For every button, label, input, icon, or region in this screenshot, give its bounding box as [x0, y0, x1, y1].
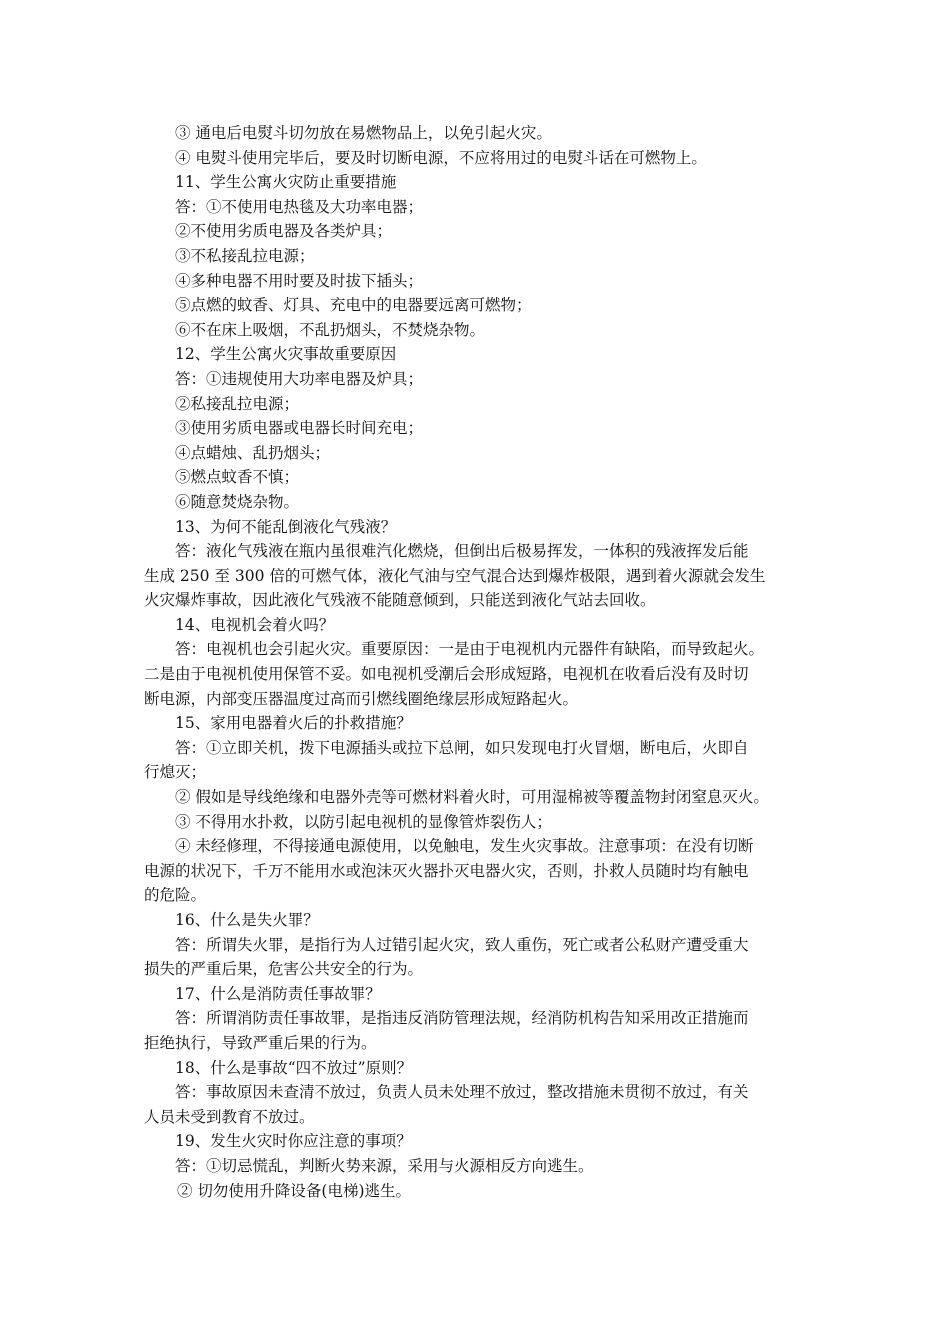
text-line: 电源的状况下，千万不能用水或泡沫灭火器扑灭电器火灾，否则，扑救人员随时均有触电	[144, 861, 749, 880]
text-line: 19、发生火灾时你应注意的事项？	[175, 1132, 412, 1151]
text-line: 断电源，内部变压器温度过高而引燃线圈绝缘层形成短路起火。	[144, 689, 579, 708]
text-line: ④ 电熨斗使用完毕后，要及时切断电源，不应将用过的电熨斗话在可燃物上。	[175, 148, 707, 167]
text-line: ④点蜡烛、乱扔烟头；	[175, 443, 331, 462]
text-line: ④ 未经修理，不得接通电源使用，以免触电，发生火灾事故。注意事项：在没有切断	[175, 837, 754, 856]
text-line: ⑥不在床上吸烟，不乱扔烟头，不焚烧杂物。	[175, 320, 486, 339]
text-line: 答：①违规使用大功率电器及炉具；	[175, 369, 424, 388]
text-line: ② 切勿使用升降设备(电梯)逃生。	[177, 1181, 412, 1200]
text-line: 15、家用电器着火后的扑救措施？	[175, 714, 412, 733]
text-line: 11、学生公寓火灾防止重要措施	[175, 173, 397, 192]
text-line: 二是由于电视机使用保管不妥。如电视机受潮后会形成短路，电视机在收看后没有及时切	[144, 665, 749, 684]
text-line: 答：所谓失火罪，是指行为人过错引起火灾，致人重伤，死亡或者公私财产遭受重大	[175, 935, 749, 954]
text-line: ④多种电器不用时要及时拔下插头；	[175, 271, 424, 290]
text-line: 答：所谓消防责任事故罪，是指违反消防管理法规，经消防机构告知采用改正措施而	[175, 1009, 749, 1028]
text-line: 的危险。	[144, 886, 207, 905]
text-line: ③不私接乱拉电源；	[175, 246, 315, 265]
text-line: ⑥随意焚烧杂物。	[175, 492, 300, 511]
text-line: ⑤燃点蚊香不慎；	[175, 468, 300, 487]
text-line: ② 假如是导线绝缘和电器外壳等可燃材料着火时，可用湿棉被等覆盖物封闭窒息灭火。	[175, 788, 769, 807]
text-line: 损失的严重后果，危害公共安全的行为。	[144, 960, 424, 979]
text-line: 答：液化气残液在瓶内虽很难汽化燃烧，但倒出后极易挥发，一体积的残液挥发后能	[175, 542, 749, 561]
text-line: ②私接乱拉电源；	[175, 394, 300, 413]
text-line: 13、为何不能乱倒液化气残液？	[175, 517, 397, 536]
text-line: 火灾爆炸事故，因此液化气残液不能随意倾到，只能送到液化气站去回收。	[144, 591, 656, 610]
text-line: 14、电视机会着火吗？	[175, 615, 335, 634]
text-line: 18、什么是事故“四不放过”原则？	[175, 1058, 413, 1077]
text-line: 16、什么是失火罪？	[175, 911, 319, 929]
text-line: 答：电视机也会引起火灾。重要原因：一是由于电视机内元器件有缺陷，而导致起火。	[175, 640, 765, 659]
text-line: 答：事故原因未查清不放过，负责人员未处理不放过，整改措施未贯彻不放过，有关	[175, 1083, 749, 1102]
text-line: ③使用劣质电器或电器长时间充电；	[175, 419, 424, 438]
text-line: 17、什么是消防责任事故罪？	[175, 984, 381, 1003]
text-line: ⑤点燃的蚊香、灯具、充电中的电器要远离可燃物；	[175, 296, 532, 315]
document-body	[144, 121, 824, 1203]
text-line: ③ 不得用水扑救，以防引起电视机的显像管炸裂伤人；	[175, 812, 552, 831]
text-line: 行熄灭；	[144, 763, 207, 782]
text-line: 答：①立即关机，拨下电源插头或拉下总闸，如只发现电打火冒烟，断电后，火即自	[175, 738, 749, 757]
text-line: 拒绝执行，导致严重后果的行为。	[144, 1033, 377, 1052]
text-line: ③ 通电后电熨斗切勿放在易燃物品上，以免引起火灾。	[175, 124, 552, 142]
text-line: 答：①切忌慌乱，判断火势来源，采用与火源相反方向逃生。	[175, 1156, 594, 1175]
text-line: 12、学生公寓火灾事故重要原因	[175, 345, 397, 364]
text-line: 人员未受到教育不放过。	[144, 1107, 315, 1126]
text-line: ②不使用劣质电器及各类炉具；	[175, 222, 393, 241]
text-line: 答：①不使用电热毯及大功率电器；	[175, 197, 424, 216]
text-line: 生成 250 至 300 倍的可燃气体，液化气油与空气混合达到爆炸极限，遇到着火源就会发生	[144, 566, 766, 585]
